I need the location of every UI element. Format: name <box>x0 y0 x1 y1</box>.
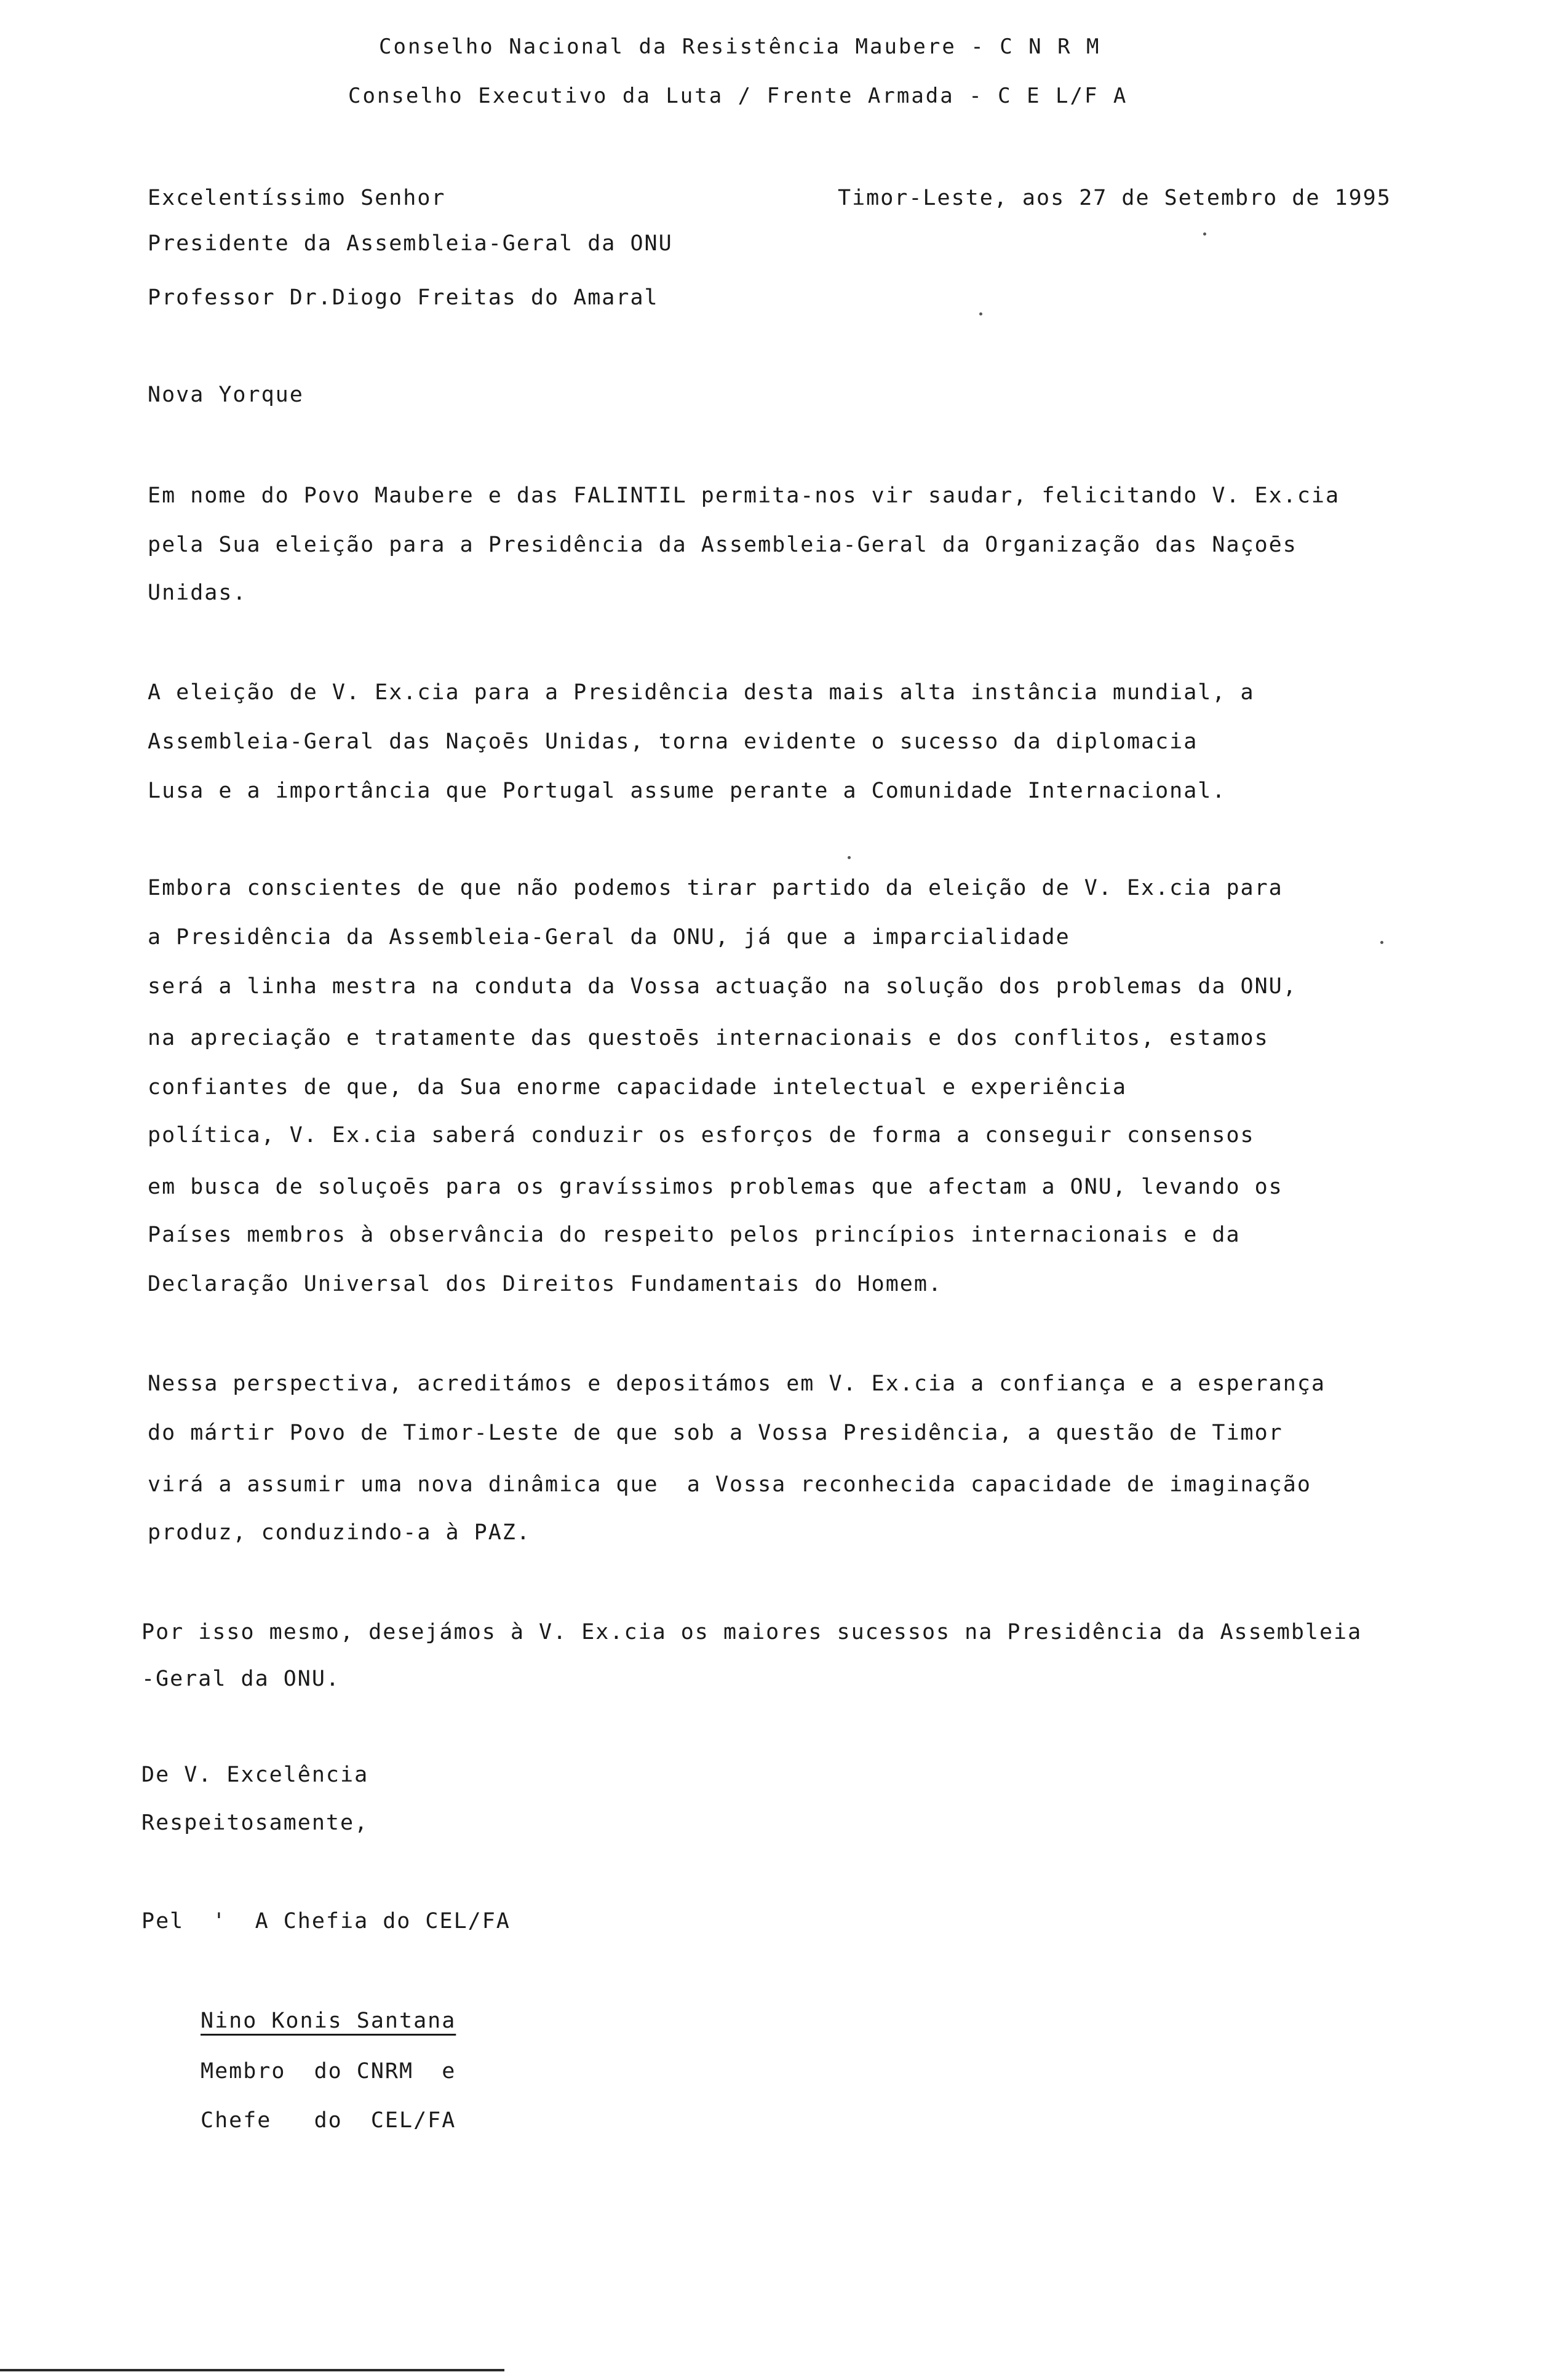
signatory-role-1: Membro do CNRM e <box>201 2059 456 2084</box>
paragraph-2-line: Lusa e a importância que Portugal assume perante a Comunidade Internacional. <box>148 779 1227 803</box>
paragraph-3-line: a Presidência da Assembleia-Geral da ONU, já que a imparcialidade <box>148 925 1070 950</box>
date-line: Timor-Leste, aos 27 de Setembro de 1995 <box>838 186 1391 210</box>
paragraph-3-line: em busca de soluçoēs para os gravíssimos problemas que afectam a ONU, levando os <box>148 1175 1283 1199</box>
paragraph-3-line: Declaração Universal dos Direitos Fundamentais do Homem. <box>148 1272 943 1296</box>
closing-line-2: Respeitosamente, <box>141 1811 369 1835</box>
per-line: Pel ' A Chefia do CEL/FA <box>141 1909 511 1934</box>
paragraph-1-line: Unidas. <box>148 581 247 605</box>
paragraph-3-line: será a linha mestra na conduta da Vossa actuação na solução dos problemas da ONU, <box>148 974 1297 999</box>
page-edge-rule <box>0 2369 504 2371</box>
paragraph-2-line: Assembleia-Geral das Naçoēs Unidas, torna evidente o sucesso da diplomacia <box>148 729 1198 754</box>
paragraph-5-line: -Geral da ONU. <box>141 1667 341 1691</box>
paragraph-4-line: produz, conduzindo-a à PAZ. <box>148 1520 531 1545</box>
paragraph-2-line: A eleição de V. Ex.cia para a Presidência desta mais alta instância mundial, a <box>148 680 1255 705</box>
scan-speck <box>1203 232 1206 236</box>
scan-speck <box>979 312 982 315</box>
scan-speck <box>848 856 851 859</box>
paragraph-1-line: Em nome do Povo Maubere e das FALINTIL permita-nos vir saudar, felicitando V. Ex.cia <box>148 483 1340 508</box>
city: Nova Yorque <box>148 383 304 407</box>
paragraph-3-line: Países membros à observância do respeito pelos princípios internacionais e da <box>148 1223 1241 1247</box>
paragraph-1-line: pela Sua eleição para a Presidência da Assembleia-Geral da Organização das Naçoēs <box>148 533 1297 557</box>
paragraph-3-line: na apreciação e tratamente das questoēs internacionais e dos conflitos, estamos <box>148 1026 1269 1050</box>
paragraph-5-line: Por isso mesmo, desejámos à V. Ex.cia os maiores sucessos na Presidência da Assembleia <box>141 1620 1362 1644</box>
header-line-1: Conselho Nacional da Resistência Maubere - C N R M <box>379 34 1101 59</box>
addressee-title: Presidente da Assembleia-Geral da ONU <box>148 231 673 256</box>
addressee-name: Professor Dr.Diogo Freitas do Amaral <box>148 285 659 310</box>
closing-line-1: De V. Excelência <box>141 1763 369 1787</box>
paragraph-4-line: Nessa perspectiva, acreditámos e depositámos em V. Ex.cia a confiança e a esperança <box>148 1371 1326 1396</box>
signatory-name: Nino Konis Santana <box>201 2009 456 2033</box>
paragraph-3-line: confiantes de que, da Sua enorme capacidade intelectual e experiência <box>148 1075 1127 1100</box>
scan-speck <box>1380 941 1383 944</box>
paragraph-4-line: virá a assumir uma nova dinâmica que a Vossa reconhecida capacidade de imaginação <box>148 1472 1311 1497</box>
salutation: Excelentíssimo Senhor <box>148 186 446 210</box>
signatory-role-2: Chefe do CEL/FA <box>201 2108 456 2133</box>
paragraph-4-line: do mártir Povo de Timor-Leste de que sob a Vossa Presidência, a questão de Timor <box>148 1421 1283 1445</box>
paragraph-3-line: Embora conscientes de que não podemos tirar partido da eleição de V. Ex.cia para <box>148 876 1283 900</box>
paragraph-3-line: política, V. Ex.cia saberá conduzir os esforços de forma a conseguir consensos <box>148 1123 1255 1148</box>
header-line-2: Conselho Executivo da Luta / Frente Armada - C E L/F A <box>348 84 1128 108</box>
